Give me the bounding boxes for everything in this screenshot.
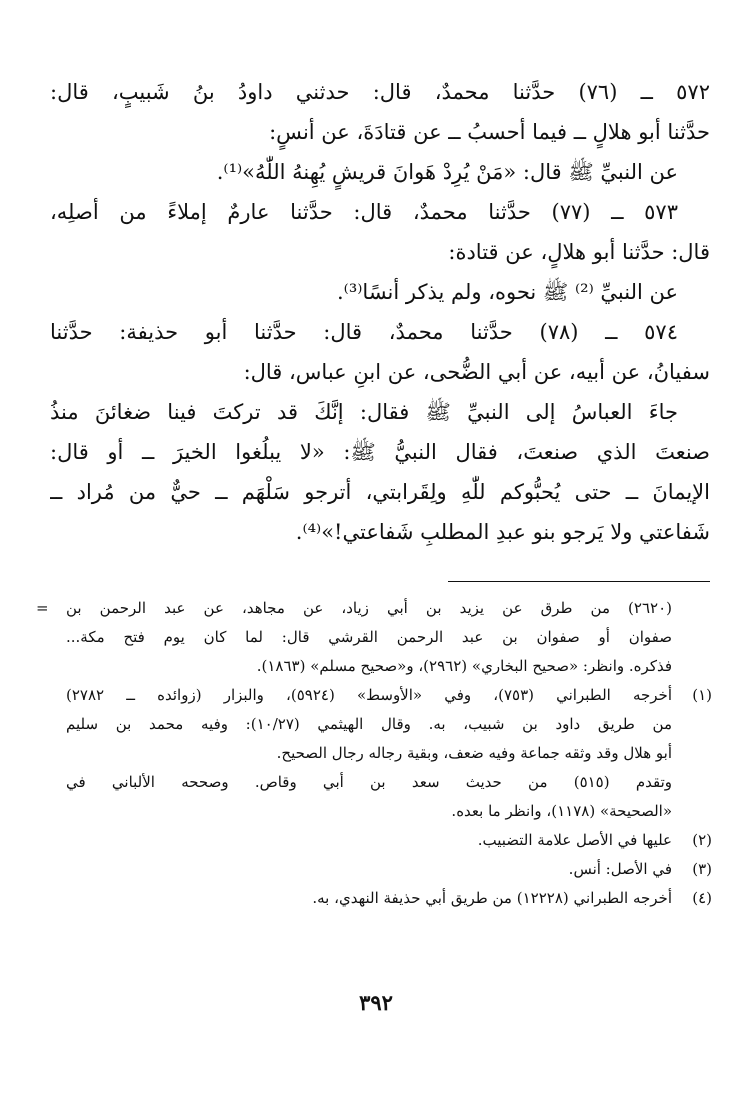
footnote-separator [448,581,710,582]
footnote-1-line-1: أخرجه الطبراني (٧٥٣)، وفي «الأوسط» (٥٩٢٤)، والبزار (زوائده ــ ٢٧٨٢) [66,686,672,704]
footnote-1-marker: (١) [692,686,712,704]
hadith-572-line-1: ٥٧٢ ــ (٧٦) حدَّثنا محمدٌ، قال: حدثني داودُ بنُ شَبيبٍ، قال: [50,80,710,104]
hadith-572-line-2: حدَّثنا أبو هلالٍ ــ فيما أحسبُ ــ عن قتادَةَ، عن أنسٍ: [269,120,710,144]
continuation-marker: = [36,599,49,617]
continuation-line-2: صفوان أو صفوان بن عبد الرحمن القرشي قال: لما كان يوم فتح مكة... [66,628,672,646]
footnote-3-line-1: في الأصل: أنس. [568,860,672,878]
footnotes-block [36,594,712,913]
hadith-574-line-3: جاءَ العباسُ إلى النبيِّ ﷺ فقال: إنَّكَ قد تركتَ فينا ضغائنَ منذُ [50,400,678,424]
footnote-3-marker: (٣) [692,860,712,878]
hadith-572-line-3: عن النبيِّ ﷺ قال: «مَنْ يُرِدْ هَوانَ قريشٍ يُهِنهُ اللّٰهُ»⁽¹⁾. [216,160,678,184]
footnote-1 [36,681,712,826]
hadith-573-line-1: ٥٧٣ ــ (٧٧) حدَّثنا محمدٌ، قال: حدَّثنا عارمٌ إملاءً من أصلِه، [50,200,678,224]
hadith-574-line-4: صنعتَ الذي صنعتَ، فقال النبيُّ ﷺ: «لا يبلُغوا الخيرَ ــ أو قال: [50,440,710,464]
hadith-573-line-3: عن النبيِّ ⁽²⁾ ﷺ نحوه، ولم يذكر أنسًا⁽³⁾. [337,280,678,304]
footnote-1-line-4: وتقدم (٥١٥) من حديث سعد بن أبي وقاص. وصححه الألباني في [66,773,672,791]
footnote-4-line-1: أخرجه الطبراني (١٢٢٢٨) من طريق أبي حذيفة النهدي، به. [312,889,672,907]
footnote-3 [36,855,712,884]
hadith-573-line-2: قال: حدَّثنا أبو هلالٍ، عن قتادة: [448,240,710,264]
continuation-line-1: (٢٦٢٠) من طرق عن يزيد بن أبي زياد، عن مجاهد، عن عبد الرحمن بن [66,599,672,617]
main-text-block [50,72,710,552]
footnote-continuation [36,594,712,681]
hadith-574-line-6: شَفاعتي ولا يَرجو بنو عبدِ المطلبِ شَفاعتي!»⁽⁴⁾. [295,520,710,544]
hadith-574-line-1: ٥٧٤ ــ (٧٨) حدَّثنا محمدٌ، قال: حدَّثنا أبو حذيفة: حدَّثنا [50,320,678,344]
continuation-line-3: فذكره. وانظر: «صحيح البخاري» (٢٩٦٢)، و«صحيح مسلم» (١٨٦٣). [256,657,672,675]
footnote-2-line-1: عليها في الأصل علامة التضبيب. [477,831,672,849]
hadith-574-line-5: الإيمانَ ــ حتى يُحبُّوكم للّٰهِ ولِقَرابتي، أترجو سَلْهَم ــ حيٌّ من مُراد ــ [50,480,710,504]
page-number: ٣٩٢ [359,990,393,1015]
footnote-2-marker: (٢) [692,831,712,849]
hadith-574-line-2: سفيانُ، عن أبيه، عن أبي الضُّحى، عن ابنِ عباس، قال: [243,360,710,384]
footnote-4-marker: (٤) [692,889,712,907]
footnote-1-line-3: أبو هلال وقد وثقه جماعة وفيه ضعف، وبقية رجاله رجال الصحيح. [276,744,672,762]
footnote-1-line-5: «الصحيحة» (١١٧٨)، وانظر ما بعده. [451,802,672,820]
footnote-4 [36,884,712,913]
footnote-2 [36,826,712,855]
footnote-1-line-2: من طريق داود بن شبيب، به. وقال الهيثمي (١٠/٢٧): وفيه محمد بن سليم [66,715,672,733]
